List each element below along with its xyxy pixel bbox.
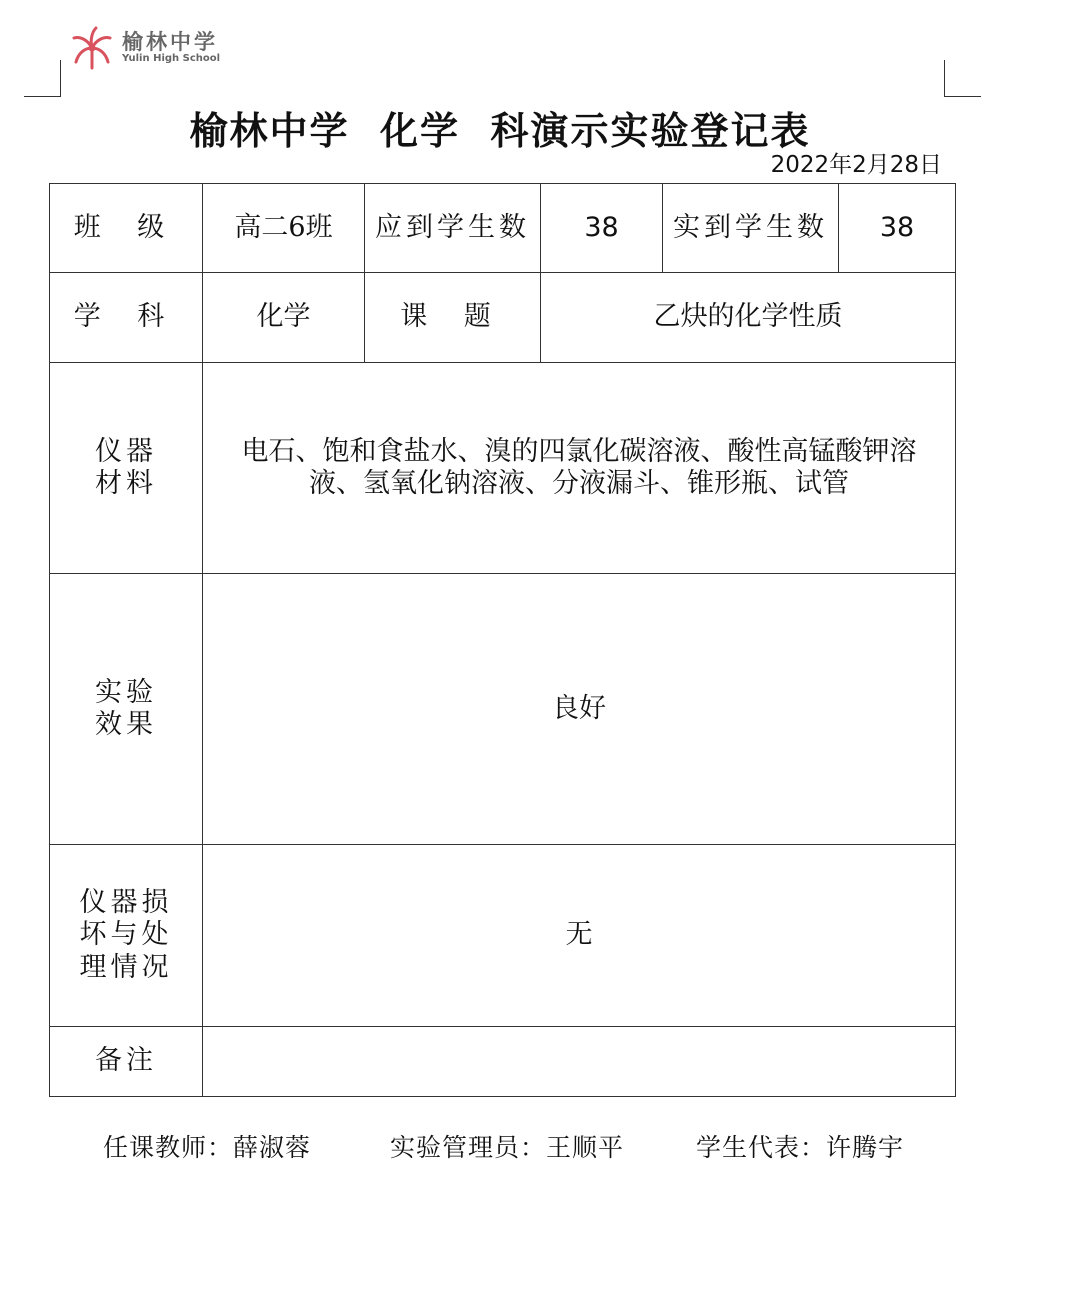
table-row	[50, 1027, 956, 1097]
student-representative-signature: 学生代表：许腾宇	[696, 1133, 905, 1162]
class-label: 班 级	[50, 184, 203, 273]
class-value: 高二6班	[203, 184, 365, 273]
topic-value: 乙炔的化学性质	[541, 273, 956, 363]
crop-mark-right	[944, 60, 981, 97]
expected-students-label: 应到学生数	[365, 184, 541, 273]
actual-students-label: 实到学生数	[663, 184, 839, 273]
record-date: 2022年2月28日	[770, 152, 942, 178]
topic-label: 课 题	[365, 273, 541, 363]
table-row	[50, 184, 956, 273]
expected-students-value: 38	[541, 184, 663, 273]
subject-value: 化学	[203, 273, 365, 363]
school-logo	[70, 26, 240, 70]
materials-label: 仪器 材料	[50, 363, 203, 574]
school-emblem-icon	[70, 26, 114, 70]
teacher-signature: 任课教师：薛淑蓉	[103, 1133, 312, 1162]
subject-label: 学 科	[50, 273, 203, 363]
lab-admin-signature: 实验管理员：王顺平	[390, 1133, 625, 1162]
crop-mark-left	[24, 60, 61, 97]
experiment-record-table	[49, 183, 956, 1097]
school-name-cn: 榆林中学	[122, 30, 218, 54]
effect-label: 实验 效果	[50, 574, 203, 845]
school-name-en: Yulin High School	[122, 53, 221, 64]
remarks-label: 备注	[50, 1027, 203, 1097]
effect-value: 良好	[203, 574, 956, 845]
materials-value: 电石、饱和食盐水、溴的四氯化碳溶液、酸性高锰酸钾溶液、氢氧化钠溶液、分液漏斗、锥形瓶、试管	[203, 363, 956, 574]
table-row	[50, 273, 956, 363]
table-row	[50, 574, 956, 845]
table-row	[50, 363, 956, 574]
page-title: 榆林中学 化学 科演示实验登记表	[189, 108, 811, 153]
damage-value: 无	[203, 845, 956, 1027]
remarks-value	[203, 1027, 956, 1097]
actual-students-value: 38	[839, 184, 956, 273]
table-row	[50, 845, 956, 1027]
damage-label: 仪器损 坏与处 理情况	[50, 845, 203, 1027]
